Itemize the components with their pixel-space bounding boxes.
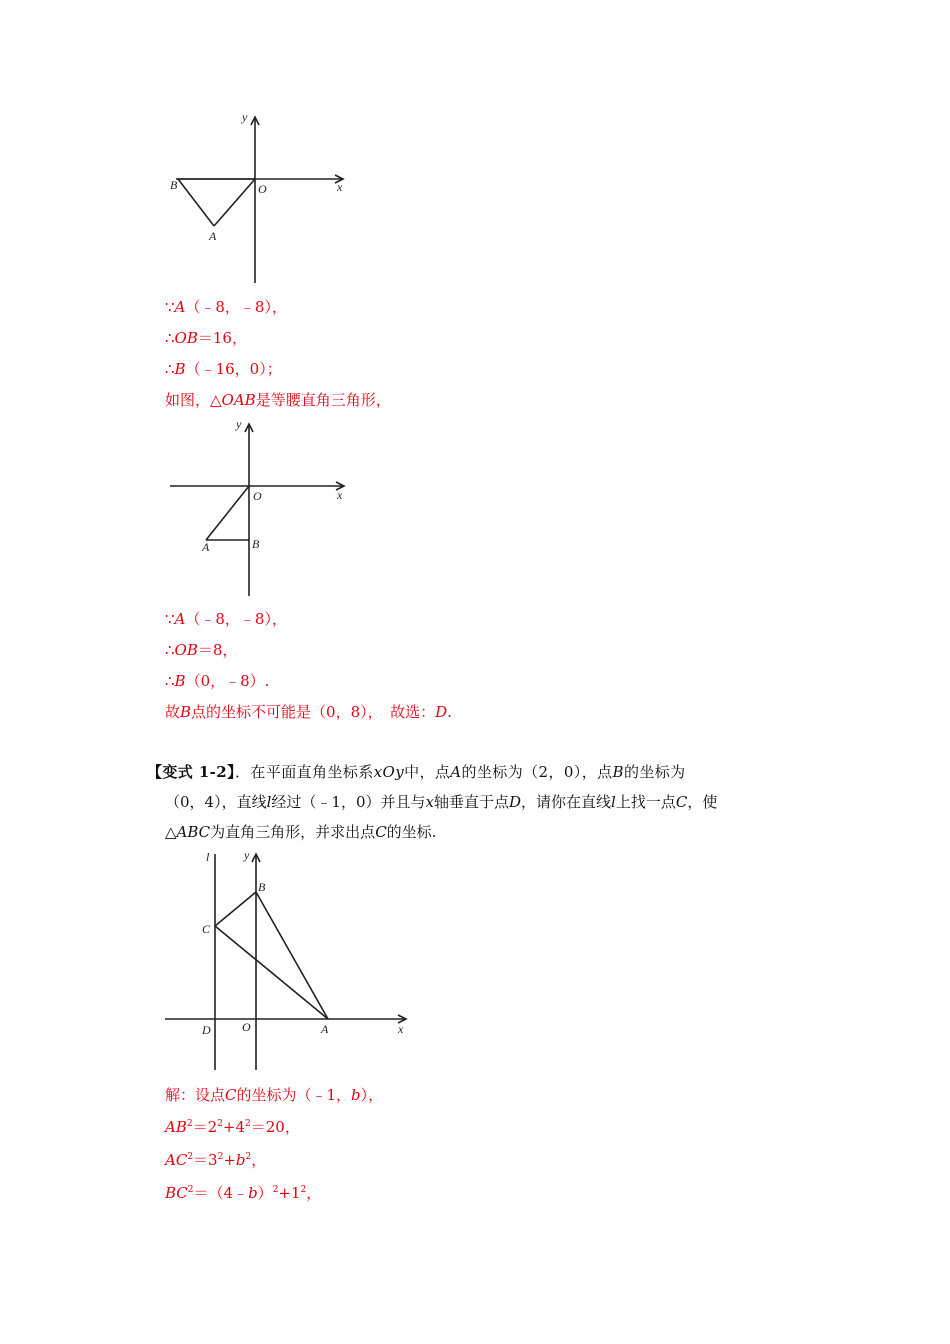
label-o: O [242, 1020, 251, 1034]
figure-1-coordinate-diagram [160, 105, 360, 290]
segment-bc [215, 892, 256, 926]
solution3-line3: $AC^2=3^2+b^2$， [165, 1151, 267, 1169]
segment-ab [256, 892, 328, 1019]
figure-2-coordinate-diagram [160, 412, 360, 600]
figure-3-coordinate-diagram [160, 842, 420, 1077]
label-y: y [236, 417, 242, 431]
label-o: O [253, 489, 262, 503]
solution1-line4: 如图，△OAB是等腰直角三角形， [165, 391, 391, 409]
label-b: B [170, 178, 178, 192]
solution1-line1: ∵A（﹣8，﹣8）， [165, 298, 287, 316]
segment-ao [214, 179, 255, 226]
solution3-line4: $BC^2=(4﹣b)^2+1^2$， [165, 1184, 322, 1202]
problem-line3: △ABC为直角三角形，并求出点C的坐标. [165, 823, 437, 841]
label-x: x [398, 1022, 404, 1036]
solution1-line2: ∴OB＝16， [165, 329, 247, 347]
problem-line2: （0，4），直线l经过（﹣1，0）并且与x轴垂直于点D，请你在直线l上找一点C，使 [165, 793, 718, 811]
label-a: A [209, 229, 217, 243]
solution3-line2: $AB^2=2^2+4^2=20$， [165, 1118, 300, 1136]
segment-ba [178, 179, 214, 226]
label-a: A [321, 1022, 329, 1036]
label-b: B [258, 880, 266, 894]
solution2-line1: ∵A（﹣8，﹣8）， [165, 610, 287, 628]
label-y: y [244, 848, 250, 862]
segment-ao [206, 486, 249, 540]
label-b: B [252, 537, 260, 551]
label-l: l [206, 850, 210, 864]
solution2-line4: 故B点的坐标不可能是（0，8）， 故选：D. [165, 703, 452, 721]
label-o: O [258, 182, 267, 196]
label-x: x [337, 180, 343, 194]
label-d: D [202, 1023, 211, 1037]
solution2-line2: ∴OB＝8， [165, 641, 238, 659]
problem-line1: 【变式 1-2】．在平面直角坐标系xOy中，点A的坐标为（2，0），点B的坐标为 [147, 763, 686, 781]
label-a: A [202, 540, 210, 554]
label-c: C [202, 922, 211, 936]
label-x: x [337, 488, 343, 502]
solution2-line3: ∴B（0，﹣8）. [165, 672, 270, 690]
solution1-line3: ∴B（﹣16，0）； [165, 360, 282, 378]
problem-tag: 【变式 1-2】 [147, 763, 236, 781]
segment-ca [215, 926, 328, 1019]
label-y: y [242, 110, 248, 124]
solution3-line1: 解：设点C的坐标为（﹣1，b）， [165, 1086, 384, 1104]
